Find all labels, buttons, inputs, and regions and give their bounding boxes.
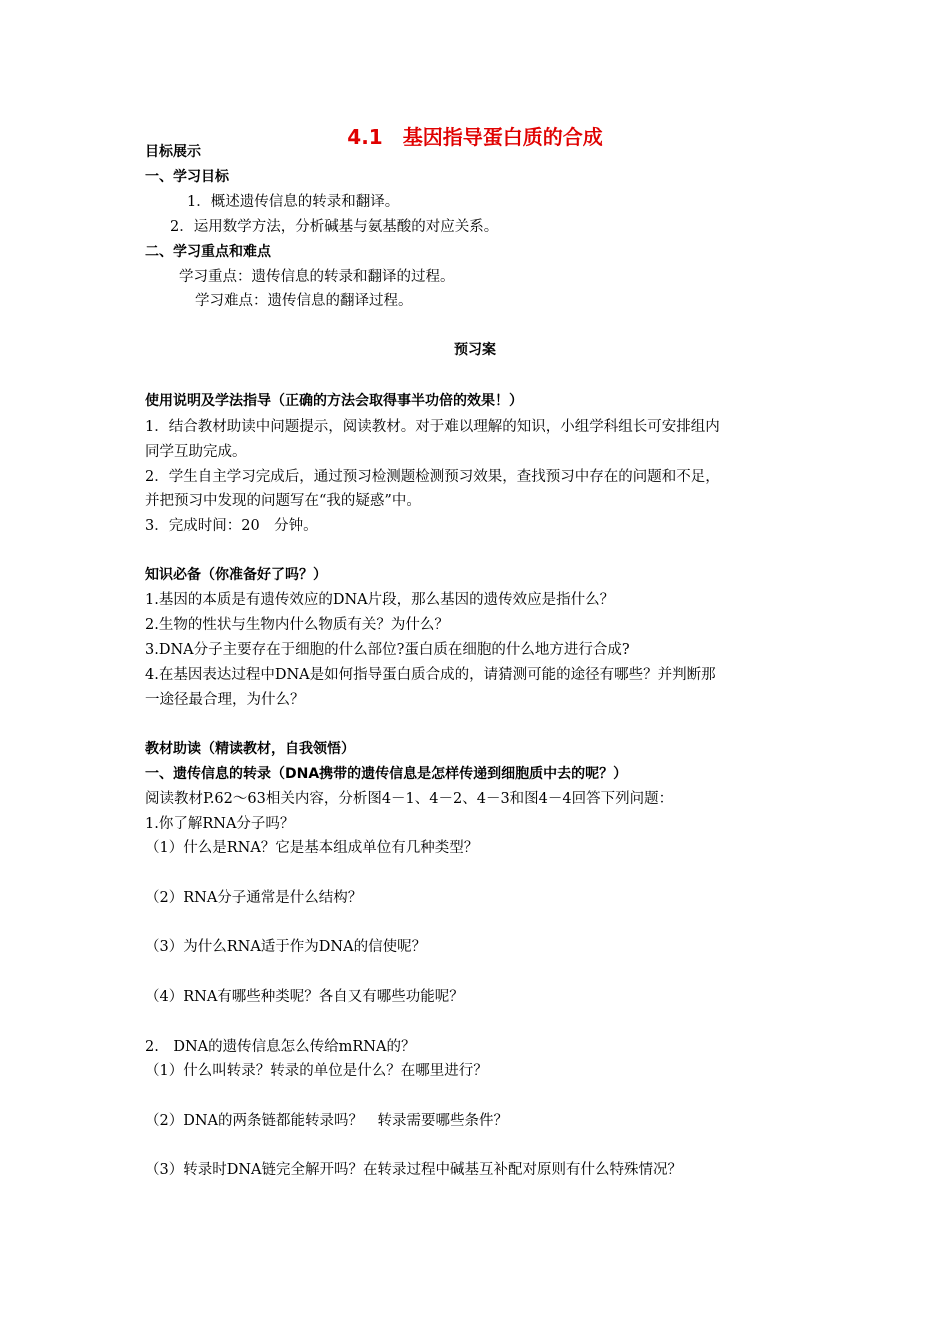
text-line: （1）什么是RNA？它是基本组成单位有几种类型？ bbox=[145, 840, 479, 856]
text-line: 2.生物的性状与生物内什么物质有关？为什么？ bbox=[145, 617, 449, 633]
section-heading: 使用说明及学法指导（正确的方法会取得事半功倍的效果！） bbox=[145, 393, 523, 409]
text-line: 一途径最合理，为什么？ bbox=[145, 692, 305, 708]
text-line: 学习难点：遗传信息的翻译过程。 bbox=[195, 293, 413, 309]
text-line: 3.DNA分子主要存在于细胞的什么部位?蛋白质在细胞的什么地方进行合成? bbox=[145, 642, 630, 658]
section-heading: 目标展示 bbox=[145, 144, 201, 160]
text-line: 阅读教材P.62～63相关内容，分析图4－1、4－2、4－3和图4－4回答下列问题： bbox=[145, 791, 674, 807]
text-line: （4）RNA有哪些种类呢？各自又有哪些功能呢？ bbox=[145, 989, 464, 1005]
text-line: （3）为什么RNA适于作为DNA的信使呢？ bbox=[145, 939, 427, 955]
section-heading: 教材助读（精读教材，自我领悟） bbox=[145, 741, 355, 757]
text-line: 1．结合教材助读中问题提示，阅读教材。对于难以理解的知识，小组学科组长可安排组内 bbox=[145, 419, 720, 435]
section-heading: 知识必备（你准备好了吗？） bbox=[145, 567, 327, 583]
section-heading: 二、学习重点和难点 bbox=[145, 244, 271, 260]
text-line: 1.基因的本质是有遗传效应的DNA片段，那么基因的遗传效应是指什么？ bbox=[145, 592, 615, 608]
text-line: 1．概述遗传信息的转录和翻译。 bbox=[187, 194, 400, 210]
text-line: 2. DNA的遗传信息怎么传给mRNA的？ bbox=[145, 1039, 416, 1055]
text-line: （1）什么叫转录？转录的单位是什么？在哪里进行？ bbox=[145, 1063, 488, 1079]
text-line: 并把预习中发现的问题写在“我的疑惑”中。 bbox=[145, 493, 421, 509]
text-line: 4.在基因表达过程中DNA是如何指导蛋白质合成的，请猜测可能的途径有哪些？并判断那 bbox=[145, 667, 716, 683]
section-heading: 一、遗传信息的转录（DNA携带的遗传信息是怎样传递到细胞质中去的呢？） bbox=[145, 766, 628, 782]
text-line: 2．学生自主学习完成后，通过预习检测题检测预习效果，查找预习中存在的问题和不足， bbox=[145, 469, 720, 485]
text-line: 学习重点：遗传信息的转录和翻译的过程。 bbox=[179, 269, 455, 285]
text-line: （2）DNA的两条链都能转录吗？ 转录需要哪些条件？ bbox=[145, 1113, 509, 1129]
text-line: 同学互助完成。 bbox=[145, 444, 247, 460]
text-line: 1.你了解RNA分子吗？ bbox=[145, 816, 295, 832]
document-title: 4.1 基因指导蛋白质的合成 bbox=[347, 125, 603, 149]
text-line: （3）转录时DNA链完全解开吗？在转录过程中碱基互补配对原则有什么特殊情况？ bbox=[145, 1162, 683, 1178]
section-heading: 一、学习目标 bbox=[145, 169, 229, 185]
text-line: 3．完成时间：20 分钟。 bbox=[145, 518, 318, 534]
text-line: 2．运用数学方法，分析碱基与氨基酸的对应关系。 bbox=[170, 219, 499, 235]
section-heading: 预习案 bbox=[454, 342, 496, 358]
text-line: （2）RNA分子通常是什么结构？ bbox=[145, 890, 363, 906]
